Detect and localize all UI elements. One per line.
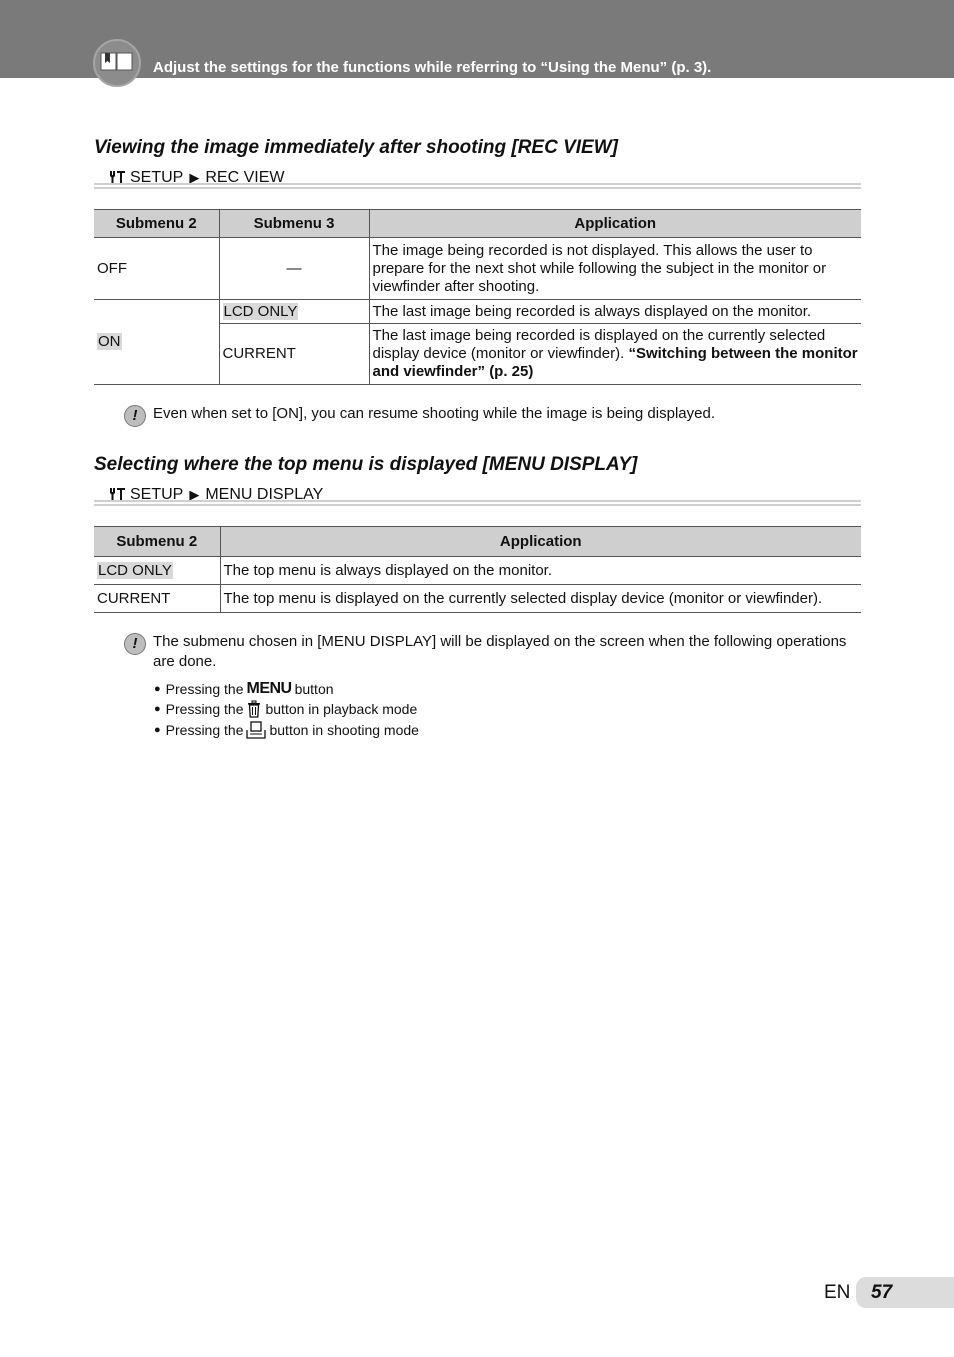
- cell-application: The image being recorded is not displayed. This allows the user to prepare for the next shot while following the subject in the monitor or viewfinder after shooting.: [369, 238, 861, 300]
- bullet-suffix: button: [294, 681, 334, 697]
- list-item: [154, 680, 334, 698]
- col-header: Application: [220, 527, 861, 557]
- page-number: 57: [871, 1282, 893, 1303]
- table-row: [94, 585, 861, 613]
- cell-application: [369, 324, 861, 385]
- col-header: Submenu 3: [219, 210, 369, 238]
- menu-button-label: MENU: [246, 680, 292, 697]
- cell-application: The top menu is always displayed on the monitor.: [220, 557, 861, 585]
- bullet-prefix: Pressing the: [165, 701, 244, 717]
- menu-path-item: MENU DISPLAY: [205, 486, 324, 503]
- cell-submenu2: OFF: [94, 238, 219, 300]
- table-row: [94, 300, 861, 324]
- bullet-suffix: button in shooting mode: [269, 722, 419, 738]
- bullet-suffix: button in playback mode: [265, 701, 418, 717]
- cell-submenu3: [219, 300, 369, 324]
- list-item: [154, 721, 419, 739]
- highlighted-option: LCD ONLY: [223, 302, 298, 320]
- table-header-row: [94, 210, 861, 238]
- section-rule: [94, 500, 861, 506]
- caution-icon: !: [124, 405, 146, 427]
- cell-submenu3: CURRENT: [219, 324, 369, 385]
- cell-application: The last image being recorded is always displayed on the monitor.: [369, 300, 861, 324]
- application-text: The last image being recorded is displayed on the currently selected display device (monitor or viewfinder).: [372, 327, 826, 362]
- bullet-prefix: Pressing the: [165, 722, 244, 738]
- trash-icon: [246, 700, 262, 718]
- section-title-rec-view: Viewing the image immediately after shooting [REC VIEW]: [94, 137, 618, 158]
- header-instruction: Adjust the settings for the functions while referring to “Using the Menu” (p. 3).: [153, 59, 712, 76]
- table-row: [94, 557, 861, 585]
- cell-submenu3: —: [219, 238, 369, 300]
- col-header: Application: [369, 210, 861, 238]
- bullet-icon: ●: [154, 683, 161, 695]
- section-title-menu-display: Selecting where the top menu is displayed [MENU DISPLAY]: [94, 454, 638, 475]
- menu-path-setup: SETUP: [130, 169, 184, 186]
- language-label: EN: [824, 1282, 851, 1303]
- cross-reference-link: “Switching between the monitor and viewfinder” (p. 25): [372, 345, 858, 380]
- cell-submenu2: [94, 300, 219, 385]
- rec-view-table: [94, 209, 861, 385]
- menu-path-item: REC VIEW: [205, 169, 285, 186]
- arrow-right-icon: ▶: [189, 170, 200, 185]
- book-icon: [93, 39, 141, 87]
- caution-icon: !: [124, 633, 146, 655]
- section-rule: [94, 183, 861, 189]
- highlighted-option: ON: [98, 333, 121, 350]
- arrow-right-icon: ▶: [189, 487, 200, 502]
- cell-application: The top menu is displayed on the currently selected display device (monitor or viewfinder).: [220, 585, 861, 613]
- highlighted-option: LCD ONLY: [98, 561, 172, 579]
- note-text: The submenu chosen in [MENU DISPLAY] will be displayed on the screen when the following operations are done.: [153, 633, 847, 670]
- menu-path-setup: SETUP: [130, 486, 184, 503]
- cell-submenu2: CURRENT: [94, 585, 220, 613]
- bullet-icon: ●: [154, 703, 161, 715]
- col-header: Submenu 2: [94, 210, 219, 238]
- cell-submenu2: [94, 557, 220, 585]
- table-header-row: [94, 527, 861, 557]
- note-text: Even when set to [ON], you can resume shooting while the image is being displayed.: [153, 405, 715, 422]
- menu-display-table: [94, 526, 861, 613]
- table-row: [94, 238, 861, 300]
- list-item: [154, 700, 417, 718]
- bullet-prefix: Pressing the: [165, 681, 244, 697]
- col-header: Submenu 2: [94, 527, 220, 557]
- print-icon: [246, 721, 266, 739]
- bullet-icon: ●: [154, 724, 161, 736]
